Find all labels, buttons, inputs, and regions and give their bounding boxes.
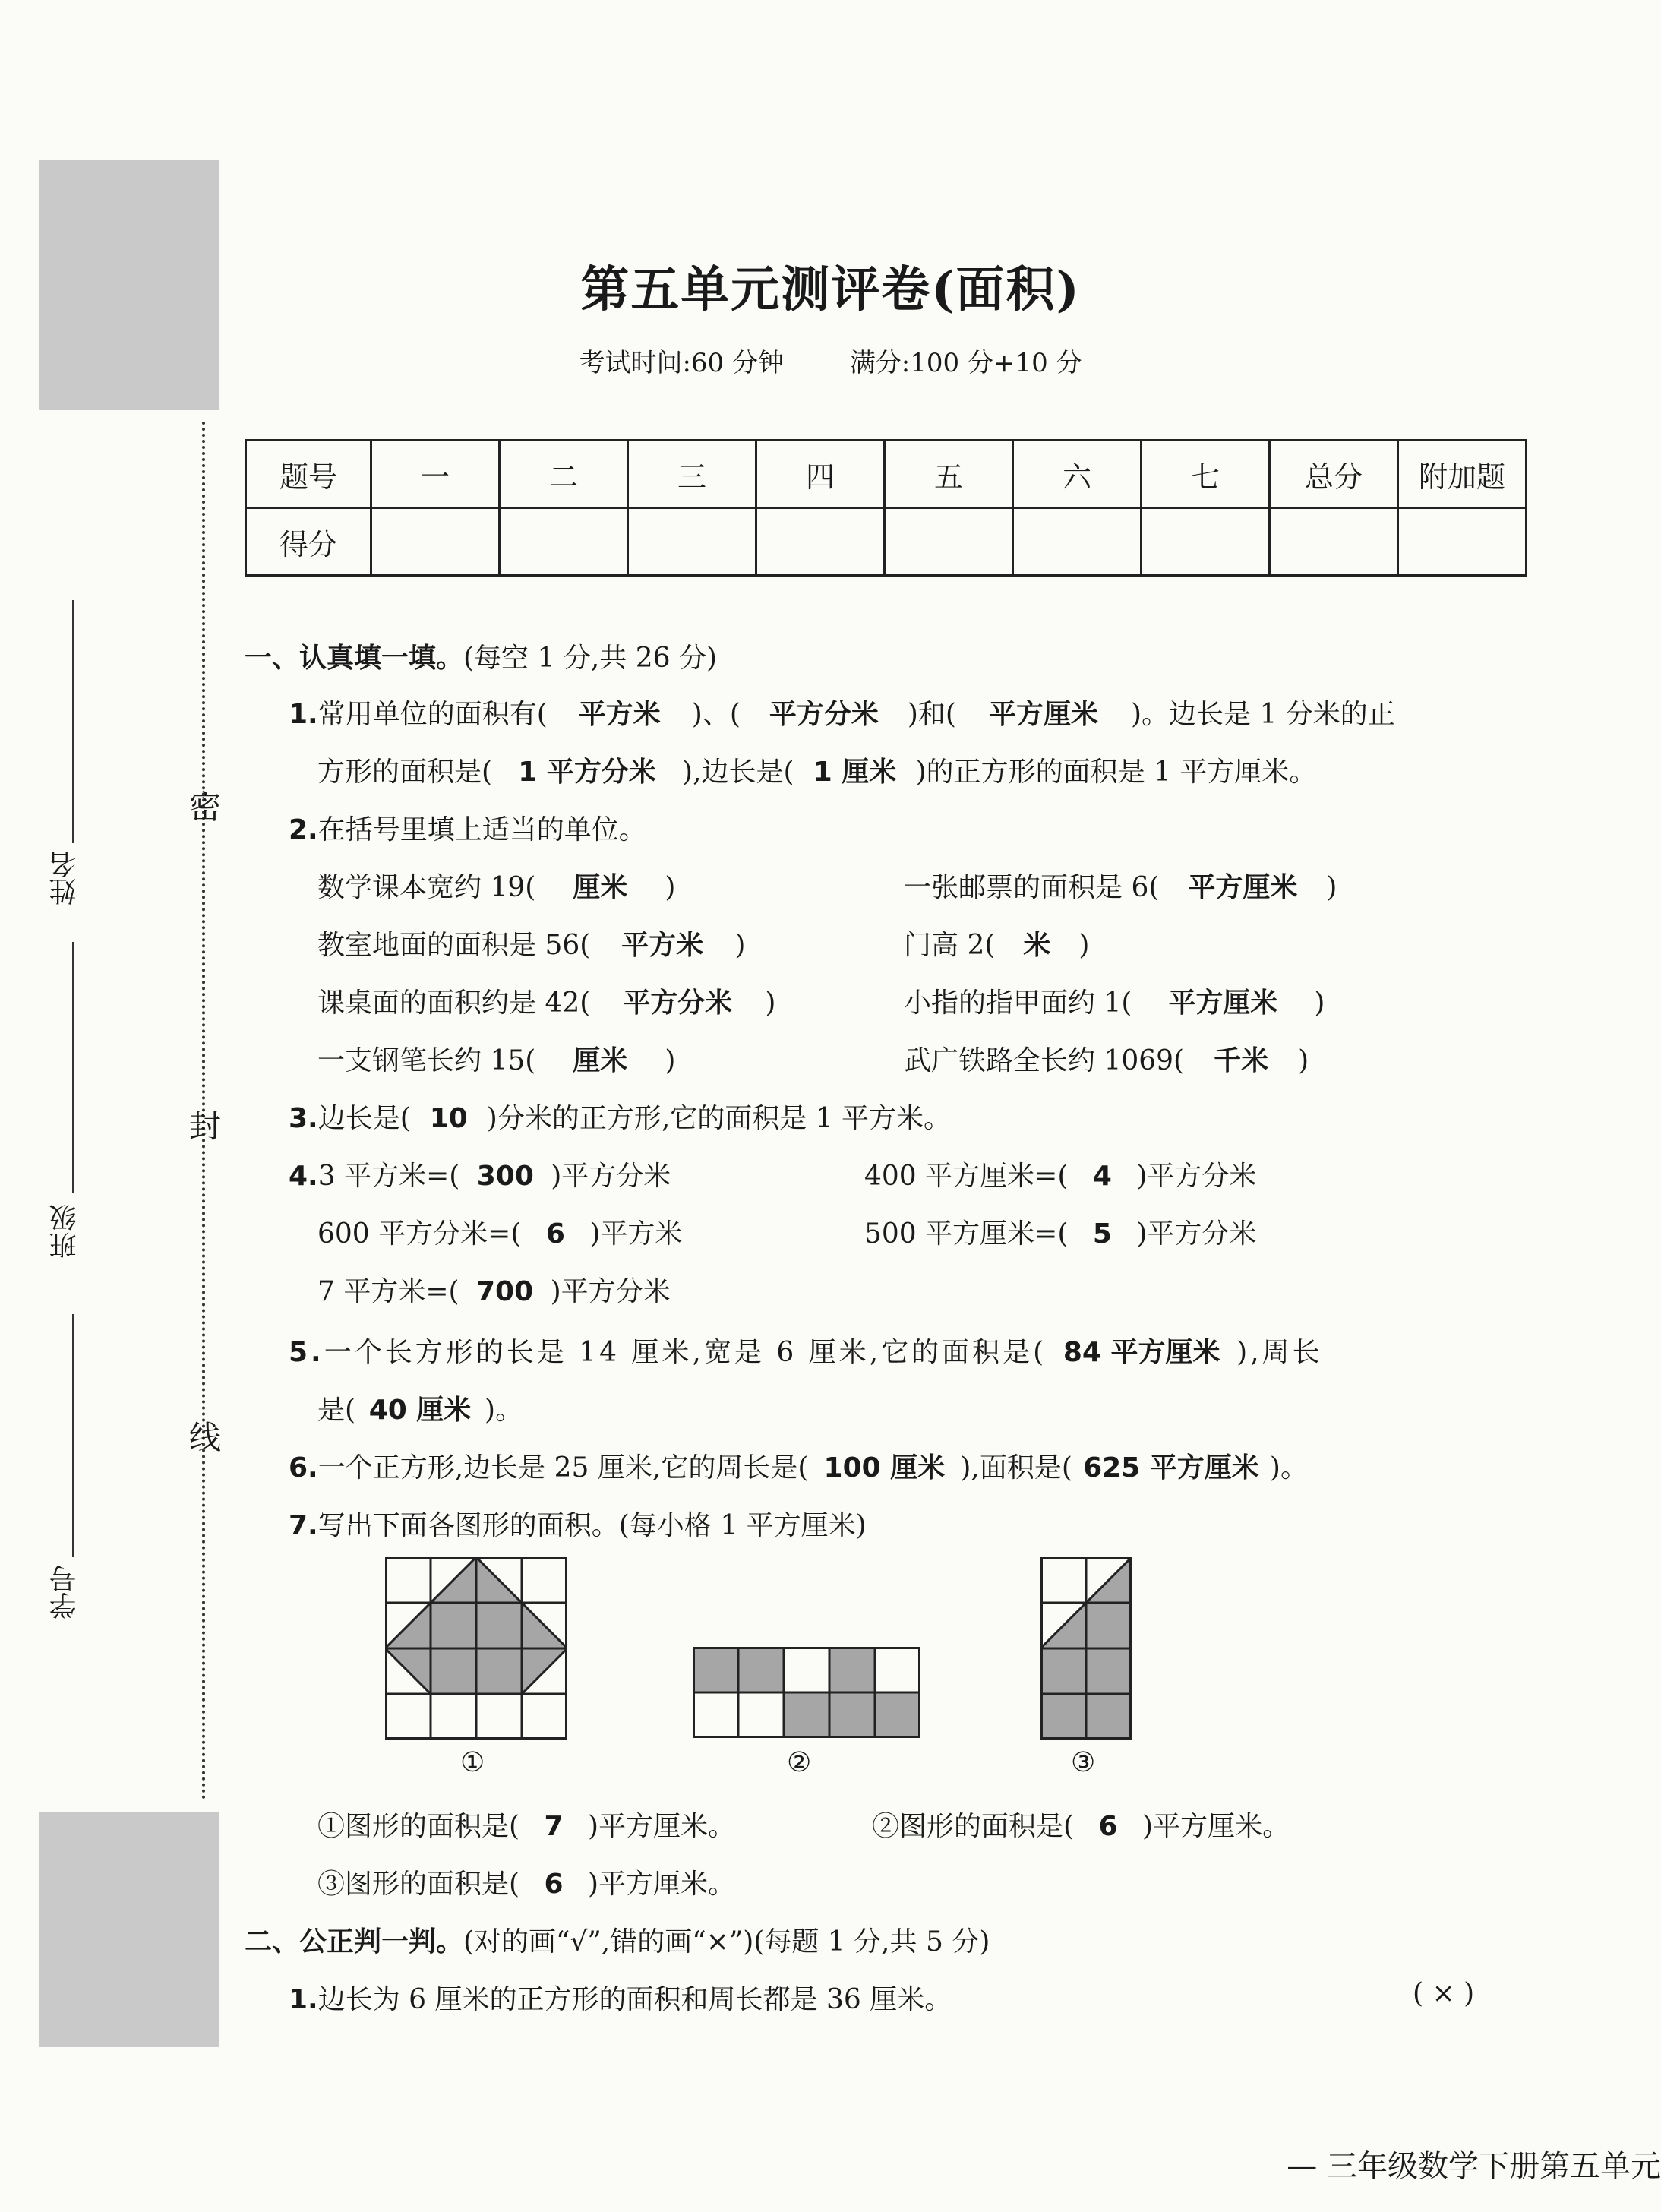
q2-item-answer: 平方厘米	[1168, 988, 1278, 1019]
q4-item	[289, 1155, 671, 1193]
q4-text: 600 平方分米=(	[317, 1218, 522, 1250]
q2-item: 一张邮票的面积是 6( 平方厘米 )	[904, 866, 1337, 905]
q2-item: 武广铁路全长约 1069( 千米 )	[904, 1039, 1309, 1078]
q7-result-text: ①图形的面积是(	[317, 1811, 520, 1842]
q1-text: )。边长是 1 分米的正	[1130, 699, 1395, 730]
page-footer: — 三年级数学下册第五单元	[1287, 2149, 1661, 2184]
q2-item: 数学课本宽约 19( 厘米 )	[317, 866, 675, 905]
q6-answer-1: 100 厘米	[823, 1452, 946, 1484]
student-id-line	[72, 1314, 74, 1557]
q5-answer-2: 40 厘米	[368, 1395, 472, 1426]
section2-q1	[289, 1978, 952, 2017]
q2-item-text: 一支钢笔长约 15(	[317, 1045, 536, 1076]
score-input-cell[interactable]	[756, 508, 885, 576]
seal-char-xian: 线	[188, 1419, 221, 1456]
class-label: 班级	[49, 1204, 81, 1259]
q4-text: 3 平方米=(	[317, 1161, 460, 1192]
q4-answer: 700	[475, 1276, 534, 1307]
q5-answer-1: 84 平方厘米	[1063, 1337, 1220, 1368]
q2-item-answer: 厘米	[573, 872, 628, 903]
figure-2-caption: ②	[787, 1747, 812, 1778]
score-input-cell[interactable]	[1013, 508, 1142, 576]
q7-result-text: ③图形的面积是(	[317, 1869, 520, 1900]
score-input-cell[interactable]	[500, 508, 628, 576]
figure-3-grid	[1040, 1557, 1132, 1740]
score-cell: 总分	[1270, 441, 1398, 508]
q6-text: ),面积是(	[960, 1452, 1072, 1484]
section2-note: (对的画“√”,错的画“×”)(每题 1 分,共 5 分)	[463, 1926, 990, 1958]
figure-2-shaded-cell	[829, 1692, 875, 1738]
q7-answer-3: 6	[544, 1869, 564, 1900]
q2-title	[289, 808, 646, 847]
q3-answer: 10	[429, 1103, 468, 1134]
name-label: 姓名	[49, 851, 81, 905]
q1-answer-1: 平方米	[578, 699, 661, 730]
q2-number: 2.	[289, 814, 318, 845]
q2-item-text: 小指的指甲面约 1(	[904, 988, 1132, 1019]
q1-answer-3: 平方厘米	[988, 699, 1098, 730]
score-cell: 五	[885, 441, 1013, 508]
full-score: 满分:100 分+10 分	[849, 348, 1082, 378]
q7-result-text: ②图形的面积是(	[872, 1811, 1075, 1842]
exam-info	[0, 342, 1661, 379]
q7-result-2	[872, 1805, 1290, 1844]
score-cell: 题号	[246, 441, 371, 508]
margin-gray-block-bottom	[39, 1812, 219, 2047]
q1-text: )的正方形的面积是 1 平方厘米。	[915, 757, 1317, 788]
score-input-cell[interactable]	[1398, 508, 1527, 576]
q5-number: 5.	[289, 1337, 324, 1368]
seal-char-feng: 封	[188, 1108, 221, 1145]
figure-3-caption: ③	[1071, 1747, 1096, 1778]
q7-answer-1: 7	[544, 1811, 564, 1842]
score-cell: 六	[1013, 441, 1142, 508]
q4-item	[864, 1212, 1256, 1251]
score-cell: 一	[371, 441, 500, 508]
section2-title: 二、公正判一判。	[245, 1926, 464, 1958]
q2-item-answer: 千米	[1214, 1045, 1269, 1076]
q4-text: 500 平方厘米=(	[864, 1218, 1069, 1250]
q3-number: 3.	[289, 1103, 318, 1134]
q3-text: 边长是(	[317, 1103, 411, 1134]
q4-text: )平方分米	[1136, 1218, 1257, 1250]
score-cell: 七	[1142, 441, 1270, 508]
q2-item-text: 门高 2(	[904, 930, 996, 961]
q6-text: )。	[1269, 1452, 1308, 1484]
q2-item: 门高 2( 米 )	[904, 924, 1089, 962]
student-id-label: 学号	[49, 1565, 81, 1620]
q4-text: )平方米	[589, 1218, 683, 1250]
q1-line1	[289, 693, 1395, 732]
figure-2-shaded-cell	[784, 1692, 829, 1738]
q1-text: )和(	[907, 699, 956, 730]
q6-answer-2: 625 平方厘米	[1083, 1452, 1259, 1484]
score-input-cell[interactable]	[1142, 508, 1270, 576]
q1-number: 1.	[289, 699, 318, 730]
figure-2-shaded-cell	[738, 1647, 784, 1692]
q4-text: 400 平方厘米=(	[864, 1161, 1069, 1192]
q4-answer: 6	[545, 1218, 565, 1250]
q4-text: )平方分米	[550, 1276, 671, 1307]
score-cell: 得分	[246, 508, 371, 576]
figure-2-shaded-cell	[693, 1647, 738, 1692]
q6-text: 一个正方形,边长是 25 厘米,它的周长是(	[317, 1452, 809, 1484]
class-line	[72, 942, 74, 1193]
q6	[289, 1446, 1308, 1485]
section1-title: 一、认真填一填。	[245, 643, 464, 674]
q1-text: )、(	[691, 699, 741, 730]
q2-item-answer: 平方分米	[623, 988, 733, 1019]
q2-item-text: 数学课本宽约 19(	[317, 872, 536, 903]
q2-item: 课桌面的面积约是 42( 平方分米 )	[317, 981, 775, 1020]
q4-answer: 5	[1092, 1218, 1112, 1250]
q2-item-answer: 米	[1023, 930, 1051, 961]
q4-item	[317, 1212, 682, 1251]
score-cell: 二	[500, 441, 628, 508]
s2-q1-answer: ( × )	[1413, 1978, 1475, 2009]
q5-text: 是(	[317, 1395, 356, 1426]
q7-title	[289, 1504, 867, 1543]
q4-text: 7 平方米=(	[317, 1276, 459, 1307]
score-table-header-row	[246, 441, 1527, 508]
q7-answer-2: 6	[1098, 1811, 1118, 1842]
q4-item	[317, 1270, 671, 1309]
q1-text: 方形的面积是(	[317, 757, 493, 788]
score-table-score-row	[246, 508, 1527, 576]
score-cell: 附加题	[1398, 441, 1527, 508]
q3-text: )分米的正方形,它的面积是 1 平方米。	[486, 1103, 952, 1134]
q2-item: 一支钢笔长约 15( 厘米 )	[317, 1039, 675, 1078]
score-input-cell[interactable]	[371, 508, 500, 576]
q4-answer: 300	[476, 1161, 534, 1192]
score-input-cell[interactable]	[885, 508, 1013, 576]
q2-item-text: 课桌面的面积约是 42(	[317, 988, 591, 1019]
q2-item: 教室地面的面积是 56( 平方米 )	[317, 924, 745, 962]
q4-number: 4.	[289, 1161, 318, 1192]
q7-result-text: )平方厘米。	[588, 1811, 736, 1842]
q7-result-1	[317, 1805, 735, 1844]
section1-note: (每空 1 分,共 26 分)	[463, 643, 718, 674]
score-input-cell[interactable]	[628, 508, 756, 576]
q4-text: )平方分米	[1136, 1161, 1257, 1192]
exam-time: 考试时间:60 分钟	[579, 348, 784, 378]
q2-item-text: 一张邮票的面积是 6(	[904, 872, 1160, 903]
q3	[289, 1097, 951, 1136]
q1-line2	[317, 750, 1316, 789]
s2-q1-number: 1.	[289, 1984, 318, 2015]
q5-line2	[317, 1389, 523, 1427]
q1-answer-2: 平方分米	[769, 699, 879, 730]
score-table	[245, 439, 1527, 577]
section1-heading	[245, 637, 717, 675]
q7-result-text: )平方厘米。	[1142, 1811, 1290, 1842]
q2-item: 小指的指甲面约 1( 平方厘米 )	[904, 981, 1325, 1020]
q7-text: 写出下面各图形的面积。(每小格 1 平方厘米)	[317, 1510, 867, 1541]
q7-result-text: )平方厘米。	[588, 1869, 736, 1900]
section2-heading	[245, 1920, 990, 1959]
score-input-cell[interactable]	[1270, 508, 1398, 576]
q2-item-answer: 厘米	[573, 1045, 628, 1076]
q5-text: ),周长	[1236, 1337, 1323, 1368]
score-cell: 四	[756, 441, 885, 508]
q2-item-answer: 平方米	[621, 930, 704, 961]
q2-item-answer: 平方厘米	[1188, 872, 1298, 903]
q5-line1	[289, 1331, 1323, 1370]
figure-2-shaded-cell	[875, 1692, 920, 1738]
page-title: 第五单元测评卷(面积)	[580, 261, 1081, 318]
q6-number: 6.	[289, 1452, 318, 1484]
q1-text: ),边长是(	[682, 757, 794, 788]
q4-answer: 4	[1092, 1161, 1112, 1192]
q7-number: 7.	[289, 1510, 318, 1541]
figure-2-grid	[693, 1647, 920, 1738]
score-cell: 三	[628, 441, 756, 508]
q1-text: 常用单位的面积有(	[317, 699, 548, 730]
q2-item-text: 武广铁路全长约 1069(	[904, 1045, 1185, 1076]
name-line	[72, 600, 74, 843]
q7-result-3	[317, 1863, 735, 1901]
q5-text: )。	[485, 1395, 523, 1426]
figure-1-caption: ①	[460, 1747, 485, 1778]
q1-answer-4: 1 平方分米	[518, 757, 656, 788]
q4-item	[864, 1155, 1256, 1193]
q2-text: 在括号里填上适当的单位。	[317, 814, 646, 845]
q5-text: 一个长方形的长是 14 厘米,宽是 6 厘米,它的面积是(	[324, 1337, 1047, 1368]
s2-q1-text: 边长为 6 厘米的正方形的面积和周长都是 36 厘米。	[317, 1984, 952, 2015]
seal-char-mi: 密	[188, 788, 221, 826]
q4-text: )平方分米	[551, 1161, 671, 1192]
q2-item-text: 教室地面的面积是 56(	[317, 930, 591, 961]
q1-answer-5: 1 厘米	[813, 757, 897, 788]
figure-2-shaded-cell	[829, 1647, 875, 1692]
figure-1-grid	[385, 1557, 567, 1740]
